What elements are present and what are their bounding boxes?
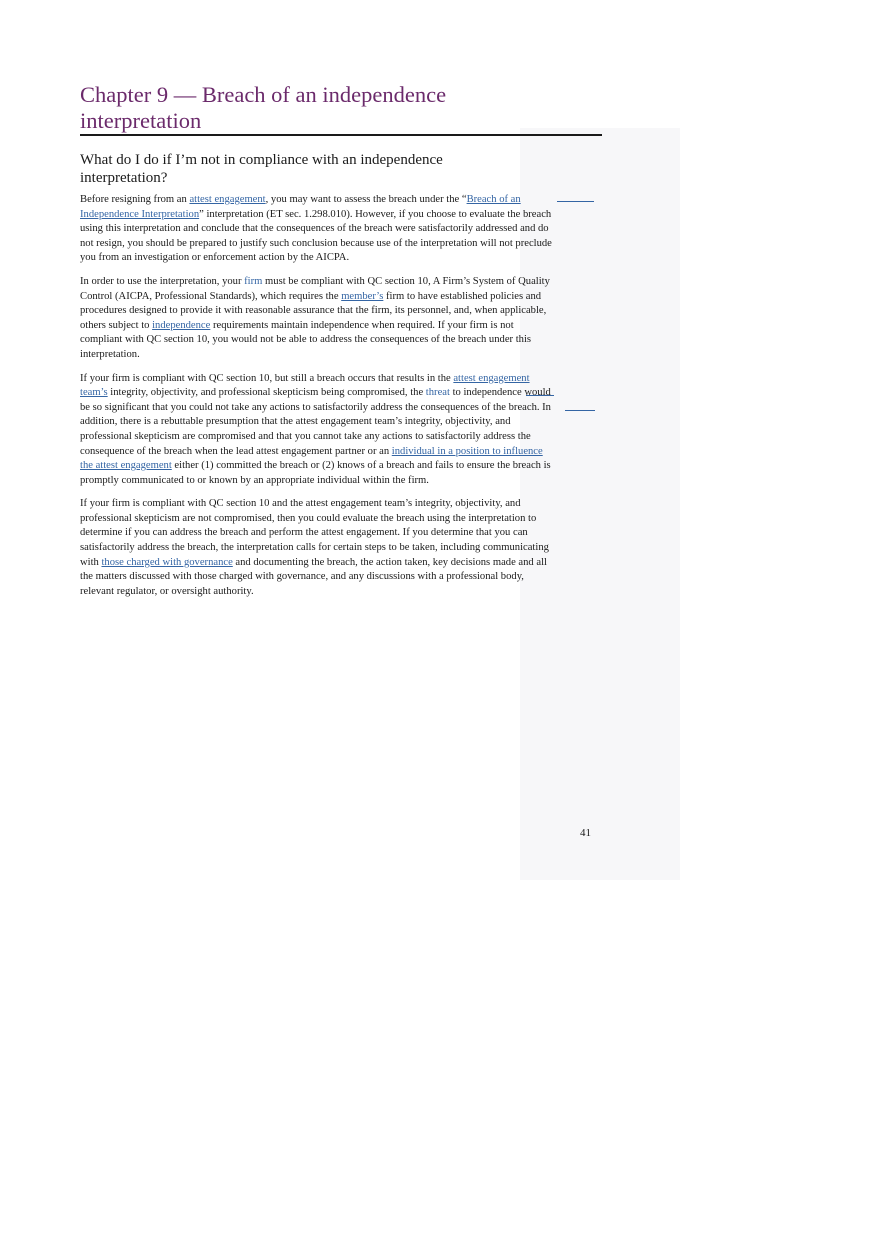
paragraph-4-text-a: If your firm is compliant with QC section 10 and the attest engagement team’s integrity, objectivity, and professional skepticism are not compromised, then you could evaluate the breach using the interpretation to determine if you can address the breach and perform the attest engagement. If you determine that you can satisfactorily address the breach, the interpretation calls for certain steps to be taken, including communicating with bbox=[80, 498, 549, 568]
link-members[interactable]: member’s bbox=[341, 290, 384, 302]
revision-mark bbox=[526, 395, 554, 396]
paragraph-3-text-c: to independence would be so significant that you could not take any actions to satisfactorily address the consequences of the breach. In addition, there is a rebuttable presumption that the attest engagement team’s integrity, objectivity, and professional skepticism are compromised and that you cannot take any actions to satisfactorily address the consequence of the breach when the lead attest engagement partner or an bbox=[80, 387, 551, 457]
paragraph-4-text-b: and documenting the breach, the action taken, key decisions made and all the matters discussed with those charged with governance, and any discussions with a professional body, relevant regulator, or oversight authority. bbox=[80, 556, 547, 597]
paragraph-3-text-b: integrity, objectivity, and professional skepticism being compromised, the bbox=[107, 387, 426, 399]
page-number: 41 bbox=[580, 827, 591, 839]
document-page bbox=[80, 82, 602, 608]
paragraph-3 bbox=[80, 372, 558, 489]
link-firm[interactable]: firm bbox=[244, 275, 263, 287]
paragraph-1 bbox=[80, 193, 558, 266]
chapter-title: Chapter 9 — Breach of an independence interpretation bbox=[80, 82, 602, 136]
paragraph-2-text-b: must be compliant with QC section 10, A Firm’s System of Quality Control (AICPA, Professional Standards), which requires the bbox=[80, 275, 550, 302]
revision-mark bbox=[565, 410, 595, 411]
paragraph-1-text-a: Before resigning from an bbox=[80, 194, 190, 205]
paragraph-1-text-b: , you may want to assess the breach under the “ bbox=[265, 194, 467, 205]
section-heading: What do I do if I’m not in compliance with an independence interpretation? bbox=[80, 152, 443, 186]
revision-mark bbox=[557, 201, 594, 202]
paragraph-1-text-c: ” interpretation (ET sec. 1.298.010). However, if you choose to evaluate the breach using this interpretation and conclude that the consequences of the breach were satisfactorily addressed and do not resign, you should be prepared to justify such conclusion because use of the interpretation will not preclude you from an investigation or enforcement action by the AICPA. bbox=[80, 208, 552, 264]
link-attest-engagement[interactable]: attest engagement bbox=[189, 194, 266, 205]
paragraph-4 bbox=[80, 497, 560, 599]
link-attest-engagement-team[interactable]: attest engagement team’s bbox=[80, 372, 530, 399]
link-threat[interactable]: threat bbox=[425, 387, 450, 399]
paragraph-2-text-c: firm to have established policies and procedures designed to provide it with reasonable assurance that the firm, its personnel, and, when applicable, others subject to bbox=[80, 290, 547, 331]
link-breach-interpretation[interactable]: Breach of an Independence Interpretation bbox=[80, 194, 521, 220]
link-independence[interactable]: independence bbox=[152, 319, 211, 331]
paragraph-3-text-d: either (1) committed the breach or (2) knows of a breach and fails to ensure the breach is promptly communicated to or known by an appropriate individual within the firm. bbox=[80, 460, 551, 486]
link-those-charged-with-governance[interactable]: those charged with governance bbox=[101, 556, 233, 568]
paragraph-2-text-a: In order to use the interpretation, your bbox=[80, 275, 245, 287]
paragraph-3-text-a: If your firm is compliant with QC section 10, but still a breach occurs that results in the bbox=[80, 372, 454, 384]
paragraph-2 bbox=[80, 275, 558, 363]
link-individual-in-position[interactable]: individual in a position to influence the attest engagement bbox=[80, 445, 543, 472]
paragraph-2-text-d: requirements maintain independence when required. If your firm is not compliant with QC section 10, you would not be able to address the consequences of the breach under this interpretation. bbox=[80, 319, 532, 360]
